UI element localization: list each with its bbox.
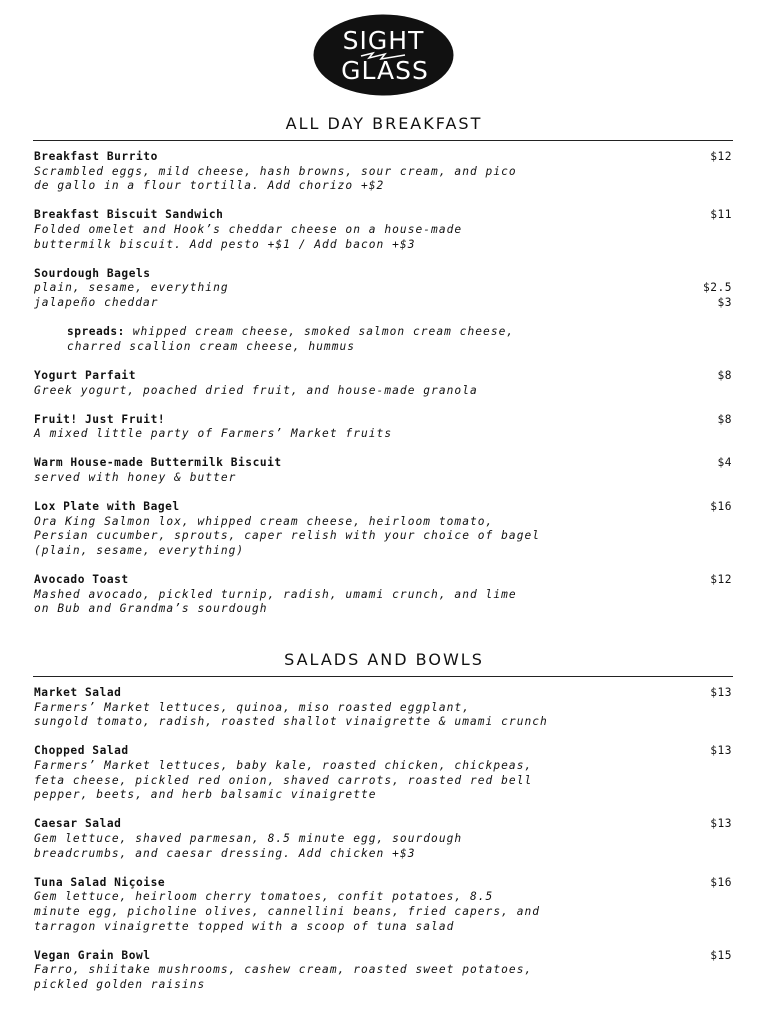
menu-item-description: pepper, beets, and herb balsamic vinaigrette — [34, 788, 377, 802]
section-divider — [33, 140, 733, 141]
menu-item-price: $12 — [710, 573, 732, 587]
menu-item-header — [34, 573, 732, 588]
spreads-label: spreads: — [67, 325, 125, 339]
menu-item-description: Gem lettuce, heirloom cherry tomatoes, confit potatoes, 8.5 — [34, 890, 494, 904]
menu-item-name: Breakfast Burrito — [34, 150, 158, 163]
menu-item-name: Warm House-made Buttermilk Biscuit — [34, 456, 282, 470]
menu-item-header — [34, 150, 732, 165]
spacer — [34, 442, 732, 457]
menu-item-header — [34, 500, 732, 515]
bagel-option-price: $2.5 — [703, 281, 732, 295]
logo-badge — [313, 14, 454, 96]
spreads-line — [67, 340, 732, 355]
menu-item-price: $13 — [710, 686, 732, 699]
menu-item-description: Greek yogurt, poached dried fruit, and house-made granola — [34, 383, 478, 397]
menu-item-price: $4 — [717, 456, 732, 470]
menu-item-description: minute egg, picholine olives, cannellini beans, fried capers, and — [34, 904, 541, 918]
bagel-option-label: plain, sesame, everything — [34, 281, 229, 295]
menu-item-name: Lox Plate with Bagel — [34, 500, 180, 514]
menu-item-name: Yogurt Parfait — [34, 368, 136, 382]
menu-item — [34, 949, 732, 993]
spreads-line — [67, 325, 732, 340]
section-title-salads: SALADS AND BOWLS — [284, 650, 484, 669]
menu-item-header — [34, 208, 732, 223]
menu-item-description: sungold tomato, radish, roasted shallot vinaigrette & umami crunch — [34, 715, 548, 729]
bagel-option — [34, 296, 732, 311]
menu-item-name: Caesar Salad — [34, 817, 122, 831]
menu-item-name: Fruit! Just Fruit! — [34, 412, 166, 426]
menu-item — [34, 876, 732, 934]
spacer — [34, 861, 732, 876]
menu-item-name: Tuna Salad Niçoise — [34, 875, 166, 889]
menu-item — [34, 456, 732, 485]
logo-text-bottom: GLASS — [341, 56, 429, 85]
menu-item-description: tarragon vinaigrette topped with a scoop of tuna salad — [34, 919, 455, 933]
menu-item — [34, 744, 732, 802]
menu-item — [34, 208, 732, 252]
spacer — [34, 559, 732, 574]
menu-item-price: $13 — [710, 817, 732, 831]
menu-item — [34, 413, 732, 442]
breakfast-items — [34, 150, 732, 617]
menu-item-description: Persian cucumber, sprouts, caper relish with your choice of bagel — [34, 529, 541, 543]
bagel-option-price: $3 — [717, 295, 732, 309]
menu-item-price: $13 — [710, 744, 732, 758]
menu-item-name: Chopped Salad — [34, 744, 129, 758]
menu-item — [34, 369, 732, 398]
menu-item-header — [34, 267, 732, 282]
menu-item-description: breadcrumbs, and caesar dressing. Add chicken +$3 — [34, 846, 416, 860]
menu-item-description: A mixed little party of Farmers’ Market fruits — [34, 427, 393, 441]
menu-item-description: Ora King Salmon lox, whipped cream cheese, heirloom tomato, — [34, 514, 494, 528]
spacer — [34, 486, 732, 501]
bagel-option — [34, 281, 732, 296]
menu-item-price: $12 — [710, 150, 732, 163]
spreads-text: whipped cream cheese, smoked salmon cream cheese, — [132, 325, 515, 339]
menu-item-header — [34, 744, 732, 759]
menu-item-name: Vegan Grain Bowl — [34, 948, 151, 962]
menu-item-price: $16 — [710, 500, 732, 514]
bagel-option-label: jalapeño cheddar — [34, 295, 159, 309]
menu-item-description: Scrambled eggs, mild cheese, hash browns, sour cream, and pico — [34, 164, 517, 178]
menu-item-name: Breakfast Biscuit Sandwich — [34, 208, 224, 222]
menu-item-header — [34, 949, 732, 964]
menu-item-header — [34, 456, 732, 471]
menu-item-price: $8 — [717, 412, 732, 426]
menu-item-price: $8 — [717, 368, 732, 382]
menu-item-description: Farmers’ Market lettuces, quinoa, miso roasted eggplant, — [34, 700, 470, 714]
menu-item — [34, 817, 732, 861]
menu-item-description: de gallo in a flour tortilla. Add chorizo +$2 — [34, 179, 385, 193]
menu-item-price: $11 — [710, 208, 732, 222]
menu-item-description: feta cheese, pickled red onion, shaved carrots, roasted red bell — [34, 773, 533, 787]
section-title-breakfast: ALL DAY BREAKFAST — [285, 114, 483, 133]
menu-item-description: served with honey & butter — [34, 471, 237, 485]
menu-item-header — [34, 686, 732, 701]
spacer — [34, 398, 732, 413]
salads-items — [34, 686, 732, 992]
spacer — [34, 252, 732, 267]
spacer — [34, 311, 732, 326]
sightglass-logo — [313, 14, 454, 96]
menu-item — [34, 150, 732, 194]
menu-item-header — [34, 876, 732, 891]
spacer — [34, 730, 732, 745]
menu-item-name: Sourdough Bagels — [34, 266, 151, 280]
menu-item-name: Avocado Toast — [34, 573, 129, 587]
menu-item-description: buttermilk biscuit. Add pesto +$1 / Add bacon +$3 — [34, 237, 416, 251]
menu-item — [34, 267, 732, 355]
menu-item-description: on Bub and Grandma’s sourdough — [34, 602, 268, 616]
menu-item — [34, 573, 732, 617]
spacer — [34, 934, 732, 949]
spacer — [34, 194, 732, 209]
menu-item-description: (plain, sesame, everything) — [34, 544, 245, 558]
menu-item-header — [34, 413, 732, 428]
menu-item-description: pickled golden raisins — [34, 977, 206, 991]
menu-item-description: Mashed avocado, pickled turnip, radish, umami crunch, and lime — [34, 587, 517, 601]
spreads-text: charred scallion cream cheese, hummus — [67, 339, 356, 353]
menu-item-name: Market Salad — [34, 686, 122, 699]
menu-item-description: Farmers’ Market lettuces, baby kale, roasted chicken, chickpeas, — [34, 758, 533, 772]
menu-item-price: $15 — [710, 948, 732, 962]
logo-text-top: SIGHT — [342, 26, 425, 55]
spacer — [34, 803, 732, 818]
menu-item — [34, 686, 732, 730]
menu-item-header — [34, 369, 732, 384]
menu-item-price: $16 — [710, 875, 732, 889]
spacer — [34, 354, 732, 369]
menu-item-description: Gem lettuce, shaved parmesan, 8.5 minute egg, sourdough — [34, 831, 463, 845]
menu-item-description: Farro, shiitake mushrooms, cashew cream, roasted sweet potatoes, — [34, 963, 533, 977]
menu-item — [34, 500, 732, 558]
section-divider — [33, 676, 733, 677]
menu-item-description: Folded omelet and Hook’s cheddar cheese on a house-made — [34, 222, 463, 236]
menu-item-header — [34, 817, 732, 832]
